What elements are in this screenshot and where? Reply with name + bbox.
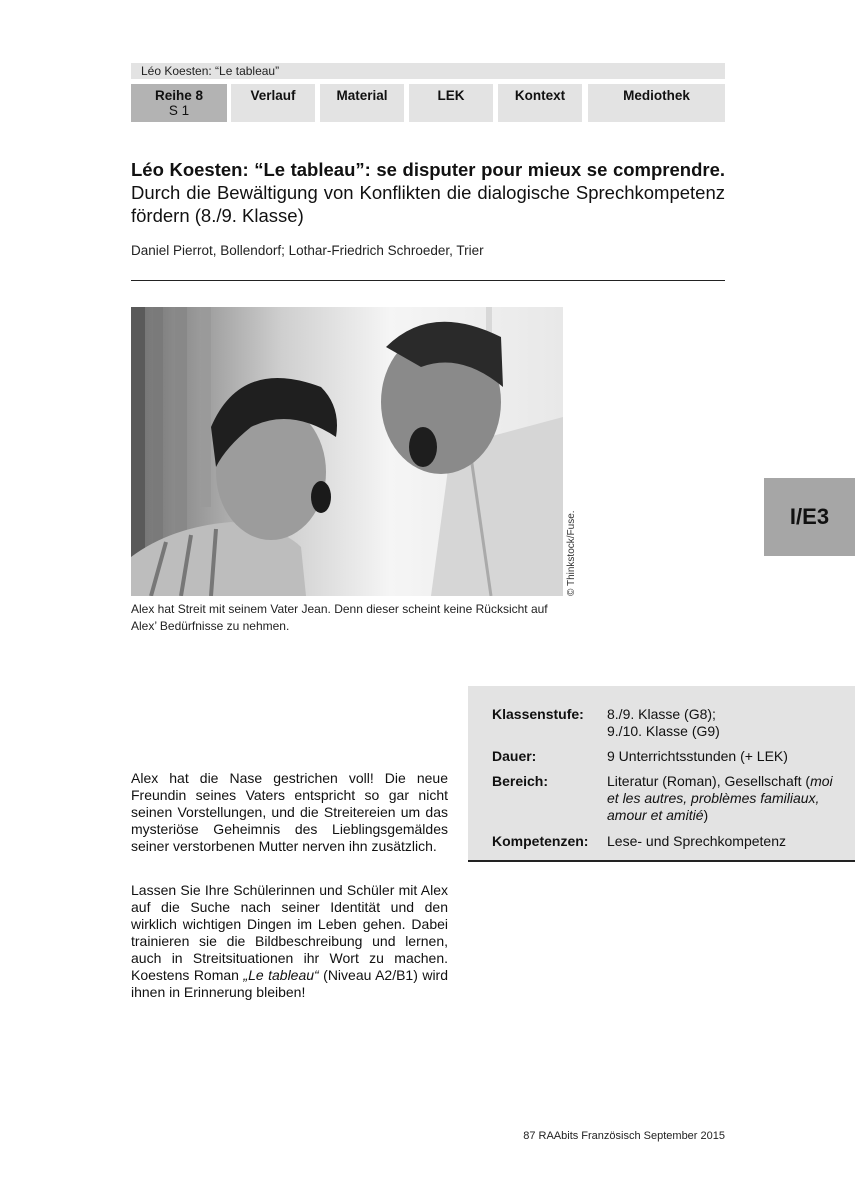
page-title (131, 158, 725, 227)
body-paragraph-2 (131, 882, 448, 1001)
info-klassenstufe-value (607, 706, 847, 740)
body-paragraph-2b: (Niveau A2/B1) wird ihnen in Erinnerung bleiben! (131, 967, 448, 1000)
info-kompetenzen-label: Kompetenzen: (492, 833, 589, 849)
title-bold: Léo Koesten: “Le tableau”: se disputer pour mieux se comprendre. (131, 159, 725, 180)
tab-kontext[interactable]: Kontext (498, 84, 582, 122)
tab-mediothek[interactable]: Mediothek (588, 84, 725, 122)
body-book-title: „Le tableau“ (243, 967, 319, 983)
photo-father-son-argument (131, 307, 563, 596)
section-tab: I/E3 (764, 478, 855, 556)
body-paragraph-2a: Lassen Sie Ihre Schülerinnen und Schüler mit Alex auf die Suche nach seiner Identität und den wirklich wichtigen Dingen im Leben gehen. Dabei trainieren sie die Bildbeschreibung und lernen, auch in Streitsituationen ihr Wort zu machen. Koestens Roman (131, 882, 448, 983)
tab-reihe[interactable] (131, 84, 227, 122)
page-footer: 87 RAAbits Französisch September 2015 (523, 1130, 725, 1142)
body-paragraph-1: Alex hat die Nase gestrichen voll! Die neue Freundin seines Vaters entspricht so gar nicht seinen Vorstellungen, und die Streitereien um das mysteriöse Geheimnis des Lieblingsgemäldes seiner verstorbenen Mutter nerven ihn zusätzlich. (131, 770, 448, 854)
running-title: Léo Koesten: “Le tableau” (131, 63, 725, 79)
tab-reihe-sub: S 1 (168, 103, 190, 118)
info-dauer-label: Dauer: (492, 748, 537, 764)
info-bereich-italic: moi et les autres, problèmes familiaux, amour et amitié (607, 773, 833, 823)
tab-lek[interactable]: LEK (409, 84, 493, 122)
info-klassenstufe-line2: 9./10. Klasse (G9) (607, 723, 720, 739)
title-rest: Durch die Bewältigung von Konflikten die dialogische Sprechkompetenz fördern (8./9. Klasse) (131, 182, 725, 226)
info-bereich-end: ) (703, 807, 709, 823)
photo-caption: Alex hat Streit mit seinem Vater Jean. Denn dieser scheint keine Rücksicht auf Alex’ Bedürfnisse zu nehmen. (131, 602, 548, 633)
authors: Daniel Pierrot, Bollendorf; Lothar-Friedrich Schroeder, Trier (131, 243, 484, 258)
tab-material[interactable]: Material (320, 84, 404, 122)
photo-credit: © Thinkstock/Fuse. (566, 510, 577, 596)
info-kompetenzen-value: Lese- und Sprechkompetenz (607, 833, 786, 849)
info-klassenstufe-line1: 8./9. Klasse (G8); (607, 706, 716, 722)
info-bereich-label: Bereich: (492, 773, 549, 789)
info-box (468, 686, 855, 862)
divider (131, 280, 725, 281)
info-dauer-value: 9 Unterrichtsstunden (+ LEK) (607, 748, 788, 764)
info-klassenstufe-label: Klassenstufe: (492, 706, 584, 722)
tab-reihe-label: Reihe 8 (154, 88, 204, 103)
tab-verlauf[interactable]: Verlauf (231, 84, 315, 122)
info-bereich-value (607, 773, 847, 824)
info-bereich-plain: Literatur (Roman), Gesellschaft ( (607, 773, 811, 789)
